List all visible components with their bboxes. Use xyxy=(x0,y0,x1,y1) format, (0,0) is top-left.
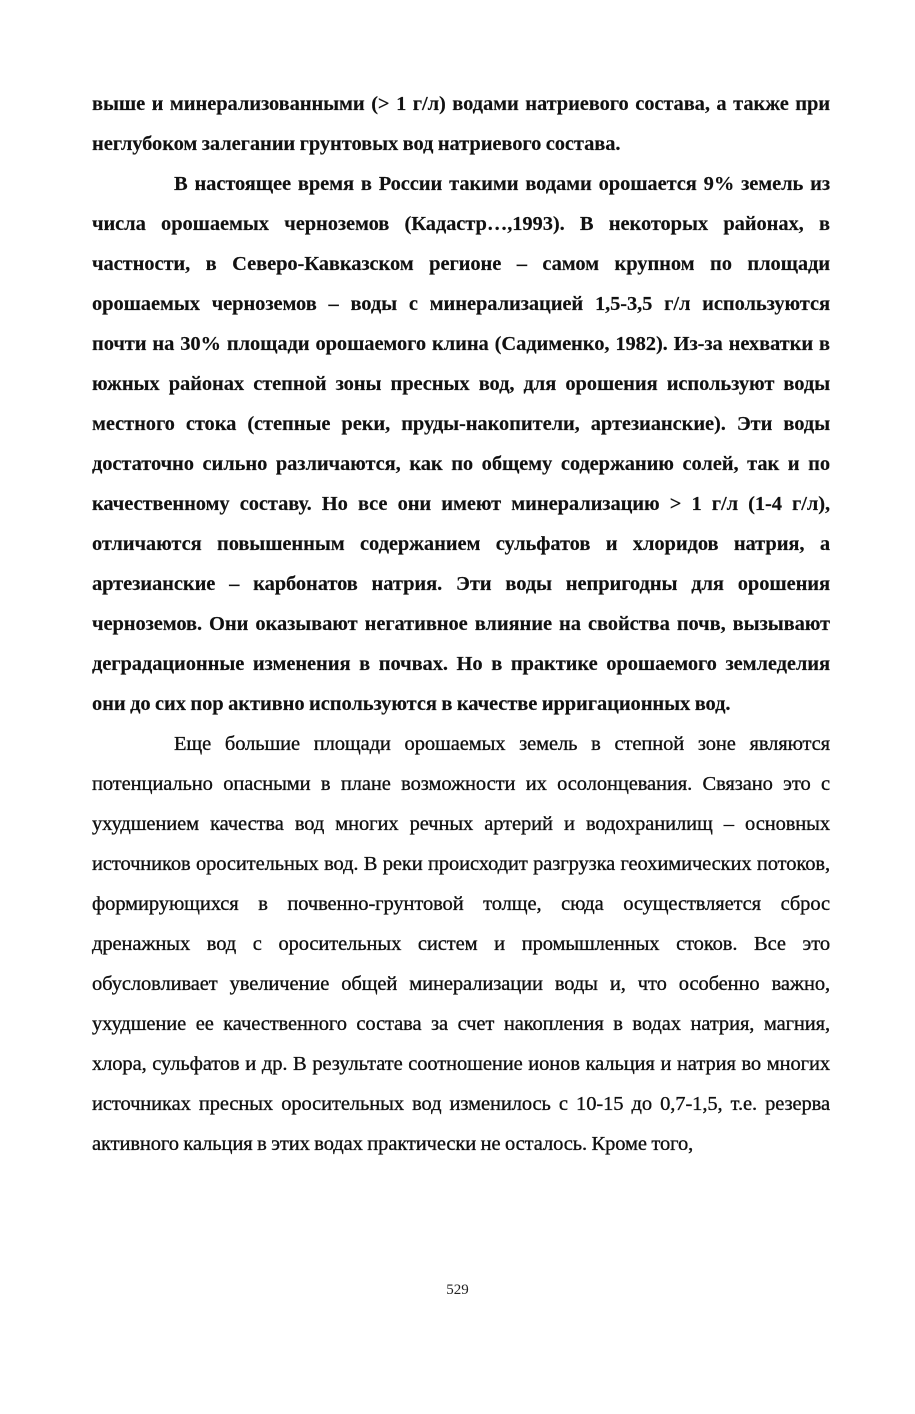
page-number: 529 xyxy=(446,1282,469,1298)
paragraph-continuation: выше и минерализованными (> 1 г/л) водами натриевого состава, а также при неглубоком залегании грунтовых вод натриевого состава. xyxy=(92,93,830,155)
paragraph-russia-irrigation: В настоящее время в России такими водами орошается 9% земель из числа орошаемых черноземов (Кадастр…,1993). В некоторых районах, в частности, в Северо-Кавказском регионе – самом крупном по площади орошаемых черноземов – воды с минерализацией 1,5-3,5 г/л используются почти на 30% площади орошаемого клина (Садименко, 1982). Из-за нехватки в южных районах степной зоны пресных вод, для орошения используют воды местного стока (степные реки, пруды-накопители, артезианские). Эти воды достаточно сильно различаются, как по общему содержанию солей, так и по качественному составу. Но все они имеют минерализацию > 1 г/л (1-4 г/л), отличаются повышенным содержанием сульфатов и хлоридов натрия, а артезианские – карбонатов натрия. Эти воды непригодны для орошения черноземов. Они оказывают негативное влияние на свойства почв, вызывают деградационные изменения в почвах. Но в практике орошаемого земледелия они до сих пор активно используются в качестве ирригационных вод. xyxy=(92,173,830,715)
paragraph-steppe-zone: Еще большие площади орошаемых земель в степной зоне являются потенциально опасными в плане возможности их осолонцевания. Связано это с ухудшением качества вод многих речных артерий и водохранилищ – основных источников оросительных вод. В реки происходит разгрузка геохимических потоков, формирующихся в почвенно-грунтовой толще, сюда осуществляется сброс дренажных вод с оросительных систем и промышленных стоков. Все это обусловливает увеличение общей минерализации воды и, что особенно важно, ухудшение ее качественного состава за счет накопления в водах натрия, магния, хлора, сульфатов и др. В результате соотношение ионов кальция и натрия во многих источниках пресных оросительных вод изменилось с 10-15 до 0,7-1,5, т.е. резерва активного кальция в этих водах практически не осталось. Кроме того, xyxy=(92,733,830,1155)
document-page xyxy=(92,84,830,1164)
